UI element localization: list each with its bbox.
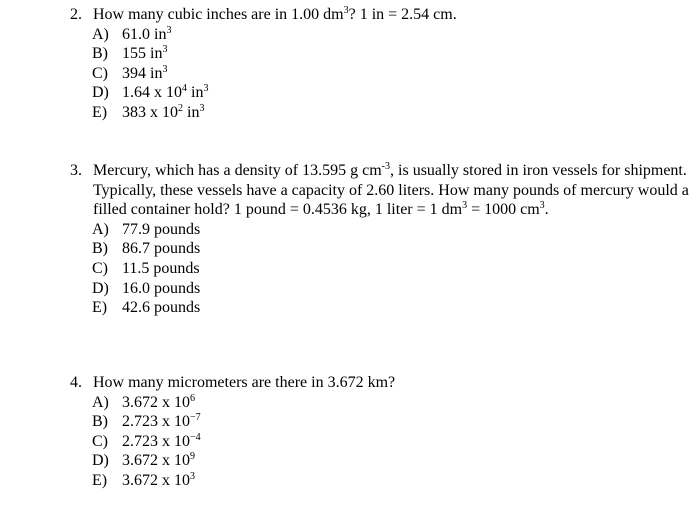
stem-superscript: 3 [462,200,468,212]
stem-text-part: , is usually stored in iron vessels for shipment. Typically, these vessels have a capacity of 2.60 liters. How many pounds of mercury would a filled container hold? 1 pound = 0.4536 kg, 1 liter = 1 dm [93,162,689,219]
option-value: 11.5 pounds [122,259,200,277]
option-value: 16.0 pounds [122,279,201,297]
question-stem [70,5,698,25]
option-superscript: −4 [190,431,201,443]
option-letter: E) [92,471,108,489]
option-value [122,103,204,123]
option-letter: A) [92,393,109,411]
stem-text-part: = 1000 cm [467,201,540,219]
question-stem [70,161,698,220]
option-e [70,471,698,491]
option-a [70,393,698,413]
option-letter: D) [92,452,109,470]
question-text [93,5,698,25]
option-letter: A) [92,220,109,238]
option-superscript: 3 [203,83,209,95]
option-letter: D) [92,84,109,102]
stem-superscript: -3 [381,161,391,172]
option-value [122,432,201,452]
option-letter: D) [92,279,109,297]
option-b [70,44,698,64]
answer-options [70,220,698,318]
option-text: 3.672 x 10 [122,452,190,470]
option-text: 155 in [122,45,163,63]
option-letter: C) [92,432,108,450]
option-text: 3.672 x 10 [122,393,190,411]
option-value [122,25,171,45]
question-3 [70,161,698,318]
option-text: 3.672 x 10 [122,471,190,489]
option-c [70,64,698,84]
option-c [70,259,698,279]
option-letter: C) [92,259,108,277]
option-superscript: 3 [166,24,172,36]
option-c [70,432,698,452]
stem-text-part: Mercury, which has a density of 13.595 g cm [93,162,382,179]
option-value [122,471,195,491]
option-letter: B) [92,45,108,63]
option-letter: C) [92,64,108,82]
question-text [93,161,698,220]
option-letter: B) [92,240,108,258]
question-number: 4. [70,374,82,391]
stem-text-part: ? 1 in = 2.54 cm. [348,6,457,23]
option-letter: B) [92,413,108,431]
option-text: in [187,84,204,102]
option-text: 394 in [122,64,163,82]
question-2 [70,5,698,123]
option-value [122,451,195,471]
option-text: 383 x 10 [122,103,178,121]
option-d [70,279,698,299]
option-superscript: 2 [178,102,183,114]
option-d [70,451,698,471]
option-b [70,412,698,432]
option-a [70,220,698,240]
option-e [70,103,698,123]
option-text: in [183,103,200,121]
option-a [70,25,698,45]
option-letter: A) [92,25,109,43]
option-e [70,298,698,318]
option-value: 86.7 pounds [122,240,201,258]
option-value [122,44,167,64]
option-superscript: 4 [182,83,187,95]
option-superscript: 6 [190,392,195,404]
option-text: 61.0 in [122,25,167,43]
option-superscript: 3 [199,102,205,114]
option-text: 2.723 x 10 [122,432,190,450]
option-letter: E) [92,103,108,121]
stem-superscript: 3 [343,5,349,16]
option-text: 2.723 x 10 [122,413,190,431]
option-superscript: 3 [162,44,168,56]
option-value [122,64,167,84]
question-4 [70,373,698,491]
option-value [122,83,208,103]
answer-options [70,393,698,491]
question-text: How many micrometers are there in 3.672 km? [93,374,396,391]
option-d [70,83,698,103]
stem-text-part: . [544,201,549,219]
question-stem [70,373,698,393]
option-text: 1.64 x 10 [122,84,182,102]
answer-options [70,25,698,123]
option-value: 77.9 pounds [122,220,201,238]
option-superscript: 3 [162,63,168,75]
option-superscript: −7 [190,412,201,424]
question-number: 2. [70,6,82,23]
option-letter: E) [92,299,108,317]
option-b [70,239,698,259]
stem-superscript: 3 [539,200,545,212]
question-number: 3. [70,162,82,179]
option-superscript: 9 [190,451,195,463]
stem-text-part: How many cubic inches are in 1.00 dm [93,6,344,23]
option-superscript: 3 [190,470,195,482]
option-value [122,393,195,413]
option-value [122,412,201,432]
option-value: 42.6 pounds [122,299,201,317]
